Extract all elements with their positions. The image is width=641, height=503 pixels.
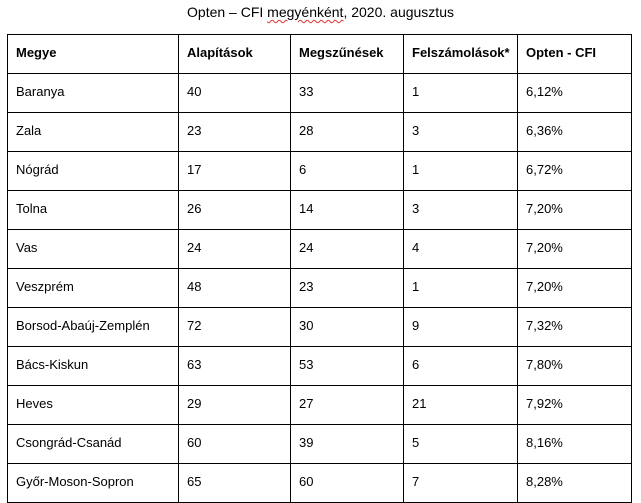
cell-opten-cfi: 8,28%	[518, 464, 632, 503]
table-row	[8, 386, 632, 425]
cell-closures: 14	[291, 191, 404, 230]
table-row	[8, 464, 632, 503]
cell-opten-cfi: 7,80%	[518, 347, 632, 386]
header-closures: Megszűnések	[291, 35, 404, 74]
table-row	[8, 191, 632, 230]
cell-county: Nógrád	[8, 152, 179, 191]
cell-foundings: 48	[179, 269, 291, 308]
cell-foundings: 72	[179, 308, 291, 347]
cell-county: Győr-Moson-Sopron	[8, 464, 179, 503]
cell-opten-cfi: 6,36%	[518, 113, 632, 152]
table-row	[8, 347, 632, 386]
cell-liquidations: 7	[404, 464, 518, 503]
cell-opten-cfi: 8,16%	[518, 425, 632, 464]
table-row	[8, 425, 632, 464]
table-row	[8, 230, 632, 269]
table-header-row	[8, 35, 632, 74]
title-spellcheck-word: megyénként	[267, 4, 344, 20]
cell-closures: 6	[291, 152, 404, 191]
cell-foundings: 23	[179, 113, 291, 152]
cell-foundings: 40	[179, 74, 291, 113]
cell-liquidations: 9	[404, 308, 518, 347]
cell-liquidations: 1	[404, 269, 518, 308]
cell-county: Heves	[8, 386, 179, 425]
cell-opten-cfi: 7,20%	[518, 191, 632, 230]
cell-closures: 53	[291, 347, 404, 386]
cell-foundings: 29	[179, 386, 291, 425]
document-title	[0, 3, 641, 21]
cell-county: Csongrád-Csanád	[8, 425, 179, 464]
cell-liquidations: 4	[404, 230, 518, 269]
title-suffix: , 2020. augusztus	[343, 4, 454, 20]
cell-foundings: 26	[179, 191, 291, 230]
cell-closures: 30	[291, 308, 404, 347]
header-county: Megye	[8, 35, 179, 74]
table-row	[8, 269, 632, 308]
cell-opten-cfi: 6,12%	[518, 74, 632, 113]
cell-closures: 28	[291, 113, 404, 152]
cell-foundings: 24	[179, 230, 291, 269]
cell-opten-cfi: 7,32%	[518, 308, 632, 347]
county-statistics-table	[7, 34, 632, 503]
cell-county: Veszprém	[8, 269, 179, 308]
table-row	[8, 152, 632, 191]
table-row	[8, 308, 632, 347]
cell-opten-cfi: 7,20%	[518, 269, 632, 308]
cell-liquidations: 3	[404, 113, 518, 152]
cell-liquidations: 5	[404, 425, 518, 464]
cell-foundings: 60	[179, 425, 291, 464]
cell-county: Baranya	[8, 74, 179, 113]
header-opten-cfi: Opten - CFI	[518, 35, 632, 74]
cell-opten-cfi: 7,20%	[518, 230, 632, 269]
table-row	[8, 74, 632, 113]
cell-county: Tolna	[8, 191, 179, 230]
cell-liquidations: 1	[404, 152, 518, 191]
cell-liquidations: 1	[404, 74, 518, 113]
cell-closures: 23	[291, 269, 404, 308]
title-prefix: Opten – CFI	[187, 4, 268, 20]
cell-closures: 33	[291, 74, 404, 113]
cell-liquidations: 21	[404, 386, 518, 425]
cell-closures: 39	[291, 425, 404, 464]
cell-closures: 24	[291, 230, 404, 269]
cell-foundings: 63	[179, 347, 291, 386]
cell-foundings: 65	[179, 464, 291, 503]
cell-liquidations: 6	[404, 347, 518, 386]
cell-foundings: 17	[179, 152, 291, 191]
cell-closures: 27	[291, 386, 404, 425]
cell-opten-cfi: 6,72%	[518, 152, 632, 191]
header-foundings: Alapítások	[179, 35, 291, 74]
cell-county: Vas	[8, 230, 179, 269]
header-liquidations: Felszámolások*	[404, 35, 518, 74]
table-row	[8, 113, 632, 152]
cell-county: Zala	[8, 113, 179, 152]
cell-closures: 60	[291, 464, 404, 503]
cell-opten-cfi: 7,92%	[518, 386, 632, 425]
cell-liquidations: 3	[404, 191, 518, 230]
cell-county: Bács-Kiskun	[8, 347, 179, 386]
cell-county: Borsod-Abaúj-Zemplén	[8, 308, 179, 347]
